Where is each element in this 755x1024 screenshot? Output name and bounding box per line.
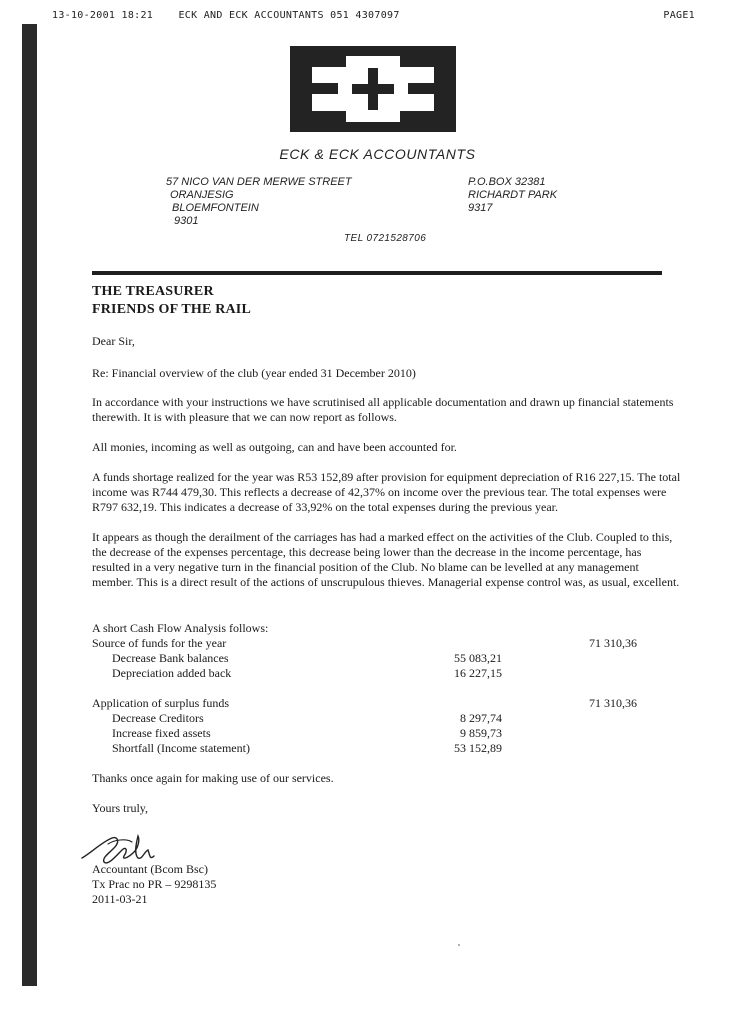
closing-line: Yours truly, <box>92 801 149 815</box>
postcode-line: 9301 <box>174 215 199 227</box>
fax-sender: ECK AND ECK ACCOUNTANTS 051 4307097 <box>178 10 400 21</box>
subject-line: Re: Financial overview of the club (year ended 31 December 2010) <box>92 366 416 380</box>
signature-block <box>92 862 216 907</box>
paragraph-shortage: A funds shortage realized for the year was R53 152,89 after provision for equipment depreciation of R16 227,15. The total income was R744 479,30. This reflects a decrease of 42,37% on income over the previous tear. The total expenses were R797 632,19. This indicates a decrease of 33,92% on the total expenses during the previous year. <box>92 470 681 514</box>
cashflow-item-amount: 8 297,74 <box>460 711 502 725</box>
recipient <box>92 283 251 319</box>
cashflow-application-label: Application of surplus funds <box>92 696 229 710</box>
cashflow-item-label: Depreciation added back <box>112 666 232 680</box>
city-line: BLOEMFONTEIN <box>172 202 259 214</box>
cashflow-item-label: Decrease Creditors <box>112 711 204 725</box>
postal-address <box>468 176 557 215</box>
scan-edge-bar <box>22 24 37 986</box>
cashflow-row <box>92 711 647 726</box>
recipient-title: THE TREASURER <box>92 284 214 299</box>
fax-datetime: 13-10-2001 18:21 <box>52 10 154 21</box>
cashflow-item-amount: 55 083,21 <box>454 651 502 665</box>
cashflow-row <box>92 726 647 741</box>
telephone: TEL 0721528706 <box>344 233 427 244</box>
recipient-org: FRIENDS OF THE RAIL <box>92 302 251 317</box>
cashflow-row <box>92 666 647 681</box>
cashflow-item-amount: 53 152,89 <box>454 741 502 755</box>
thanks-line: Thanks once again for making use of our services. <box>92 771 334 785</box>
cashflow-source-total: 71 310,36 <box>589 636 637 650</box>
street-line: 57 NICO VAN DER MERWE STREET <box>166 176 352 188</box>
postal-suburb-line: RICHARDT PARK <box>468 189 558 201</box>
tax-practitioner-number: Tx Prac no PR – 9298135 <box>92 877 217 891</box>
letter-date: 2011-03-21 <box>92 892 148 906</box>
cashflow-item-label: Decrease Bank balances <box>112 651 229 665</box>
fax-header <box>52 10 695 26</box>
cashflow-row <box>92 741 647 756</box>
paragraph-monies: All monies, incoming as well as outgoing, can and have been accounted for. <box>92 440 457 454</box>
pobox-line: P.O.BOX 32381 <box>468 176 546 188</box>
firm-logo <box>288 44 458 134</box>
cashflow-intro: A short Cash Flow Analysis follows: <box>92 621 269 635</box>
cashflow-source-header <box>92 636 647 651</box>
cashflow-item-amount: 9 859,73 <box>460 726 502 740</box>
firm-name: ECK & ECK ACCOUNTANTS <box>279 146 476 162</box>
header-divider <box>92 271 662 275</box>
cashflow-item-amount: 16 227,15 <box>454 666 502 680</box>
paragraph-derailment: It appears as though the derailment of the carriages has had a marked effect on the activities of the Club. Coupled to this, the decrease of the expenses percentage, this decrease being lower than the decrease in the income percentage, has resulted in a very negative turn in the financial position of the Club. No blame can be levelled at any management member. This is a direct result of the actions of unscrupulous thieves. Managerial expense control was, as usual, excellent. <box>92 530 680 589</box>
postal-code-line: 9317 <box>468 202 493 214</box>
cashflow-item-label: Increase fixed assets <box>112 726 211 740</box>
fax-page: PAGE1 <box>663 10 695 21</box>
fax-header-left <box>52 10 400 21</box>
scan-speck <box>458 944 460 946</box>
signatory-title: Accountant (Bcom Bsc) <box>92 862 208 876</box>
cashflow-application-total: 71 310,36 <box>589 696 637 710</box>
cashflow-row <box>92 651 647 666</box>
cashflow-item-label: Shortfall (Income statement) <box>112 741 250 755</box>
cashflow-source-label: Source of funds for the year <box>92 636 227 650</box>
paragraph-instructions: In accordance with your instructions we have scrutinised all applicable documentation and drawn up financial statements therewith. It is with pleasure that we can now report as follows. <box>92 395 674 424</box>
suburb-line: ORANJESIG <box>170 189 234 201</box>
cashflow-application-header <box>92 696 647 711</box>
salutation: Dear Sir, <box>92 334 135 348</box>
street-address <box>166 176 352 228</box>
